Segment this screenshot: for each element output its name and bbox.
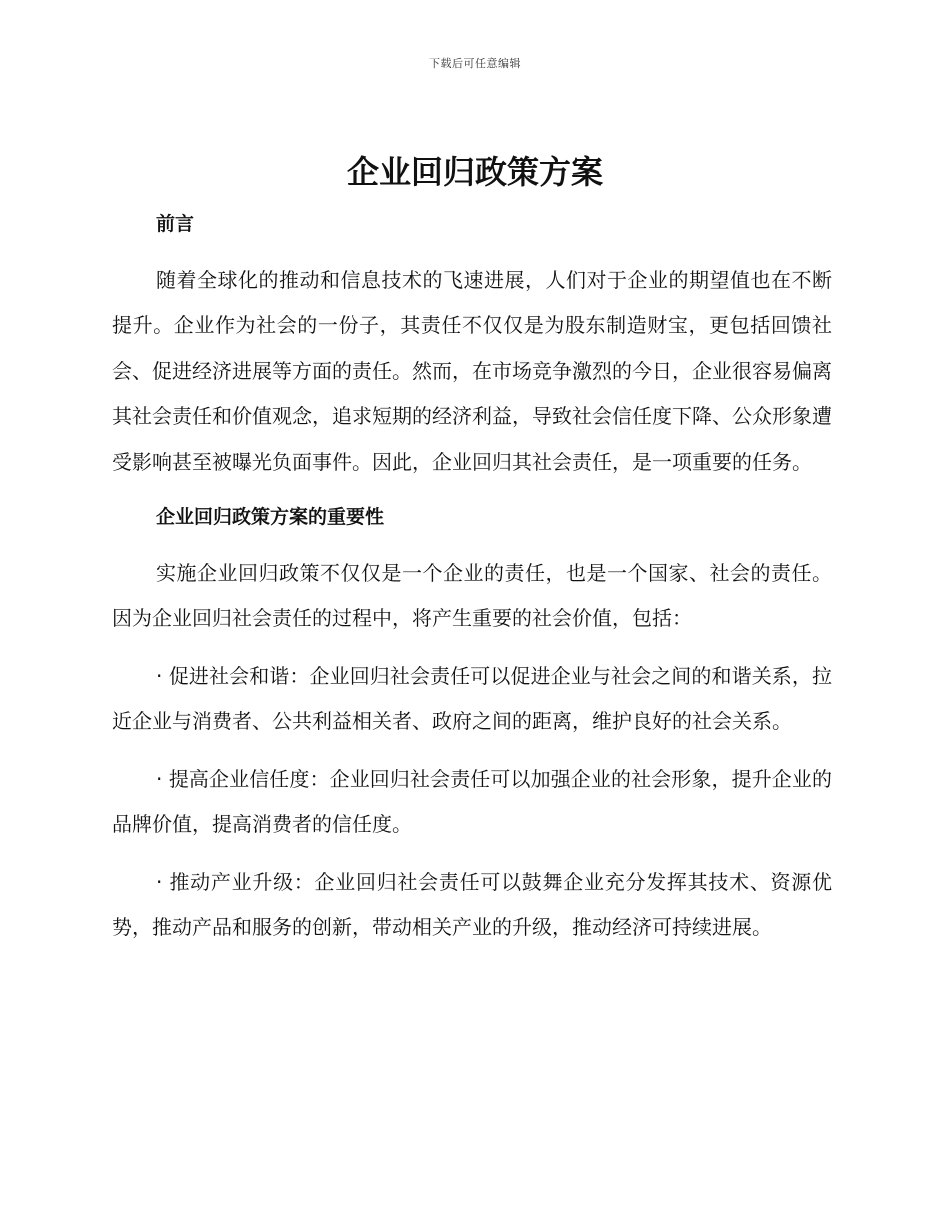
spacer (112, 745, 832, 757)
header-note: 下载后可任意编辑 (429, 57, 521, 70)
bullet-promote-harmony: · 促进社会和谐：企业回归社会责任可以促进企业与社会之间的和谐关系，拉近企业与消费者、公共利益相关者、政府之间的距离，维护良好的社会关系。 (112, 663, 832, 733)
preface-paragraph: 随着全球化的推动和信息技术的飞速进展，人们对于企业的期望值也在不断提升。企业作为社会的一份子，其责任不仅仅是为股东制造财宝，更包括回馈社会、促进经济进展等方面的责任。然而，在市场竞争激烈的今日，企业很容易偏离其社会责任和价值观念，追求短期的经济利益，导致社会信任度下降、公众形象遭受影响甚至被曝光负面事件。因此，企业回归其社会责任，是一项重要的任务。 (112, 267, 832, 474)
section-heading-importance: 企业回归政策方案的重要性 (156, 506, 385, 528)
spacer (112, 642, 832, 654)
section-heading-preface: 前言 (156, 213, 195, 235)
document-body (112, 202, 832, 951)
spacer (112, 248, 832, 258)
bullet-improve-trust: · 提高企业信任度：企业回归社会责任可以加强企业的社会形象，提升企业的品牌价值，提高消费者的信任度。 (112, 766, 832, 836)
spacer (112, 541, 832, 551)
spacer (112, 485, 832, 495)
importance-paragraph: 实施企业回归政策不仅仅是一个企业的责任，也是一个国家、社会的责任。因为企业回归社会责任的过程中，将产生重要的社会价值，包括： (112, 560, 832, 630)
bullet-industry-upgrade: · 推动产业升级：企业回归社会责任可以鼓舞企业充分发挥其技术、资源优势，推动产品和服务的创新，带动相关产业的升级，推动经济可持续进展。 (112, 869, 832, 939)
spacer (112, 848, 832, 860)
document-title: 企业回归政策方案 (346, 153, 603, 191)
